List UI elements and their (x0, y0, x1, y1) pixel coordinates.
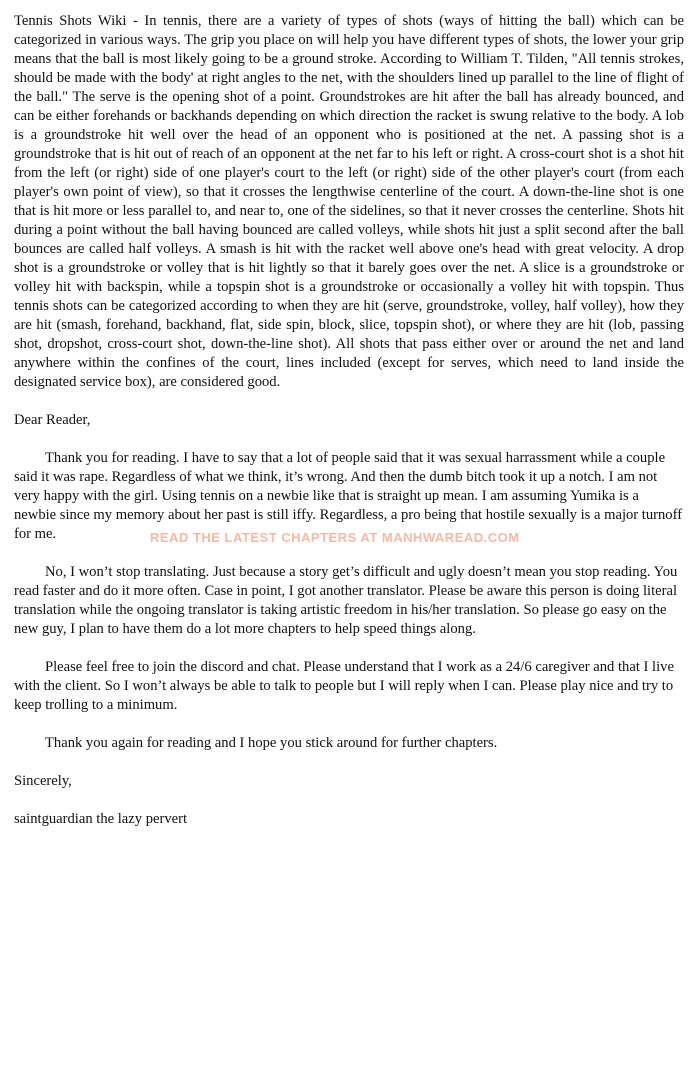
letter-signature: saintguardian the lazy pervert (14, 811, 188, 827)
letter-paragraph: Thank you for reading. I have to say that a lot of people said that it was sexual harrassment while a couple said it was rape. Regardless of what we think, it’s wrong. And then the dumb bitch took it up a notch. I am not very happy with the girl. Using tennis on a newbie like that is straight up mean. I am assuming Yumika is a newbie since my memory about her past is still iffy. Regardless, a pro being that hostile sexually is a major turnoff for me. (14, 450, 683, 542)
letter-paragraph: No, I won’t stop translating. Just because a story get’s difficult and ugly doesn’t mean you stop reading. You read faster and do it more often. Case in point, I got another translator. Please be aware this person is doing literal translation while the ongoing translator is taking artistic freedom in his/her translation. So please go easy on the new guy, I plan to have them do a lot more chapters to help speed things along. (14, 564, 678, 637)
letter-greeting: Dear Reader, (14, 412, 91, 428)
letter-paragraph: Thank you again for reading and I hope you stick around for further chapters. (45, 735, 498, 751)
wiki-paragraph: Tennis Shots Wiki - In tennis, there are a variety of types of shots (ways of hitting the ball) which can be categorized in various ways. The grip you place on will help you have different types of shots, the lower your grip means that the ball is most likely going to be a ground stroke. According to William T. Tilden, "All tennis strokes, should be made with the body' at right angles to the net, with the shoulders lined up parallel to the line of flight of the ball." The serve is the opening shot of a point. Groundstrokes are hit after the ball has already bounced, and can be either forehands or backhands depending on which direction the racket is swung relative to the body. A lob is a groundstroke hit well over the head of an opponent who is positioned at the net. A passing shot is a groundstroke that is hit out of reach of an opponent at the net far to his left or right. A cross-court shot is a shot hit from the left (or right) side of one player's court to the left (or right) side of the other player's court (from each player's own point of view), so that it crosses the lengthwise centerline of the court. A down-the-line shot is one that is hit more or less parallel to, and near to, one of the sidelines, so that it never crosses the centerline. Shots hit during a point without the ball having bounced are called volleys, while shots hit just a split second after the ball bounces are called half volleys. A smash is hit with the racket well above one's head with great velocity. A drop shot is a groundstroke or volley that is hit lightly so that it barely goes over the net. A slice is a groundstroke or volley hit with backspin, while a topspin shot is a groundstroke or occasionally a volley hit with topspin. Thus tennis shots can be categorized according to when they are hit (serve, groundstroke, volley, half volley), how they are hit (smash, forehand, backhand, flat, side spin, block, slice, topspin shot), or where they are hit (lob, passing shot, dropshot, cross-court shot, down-the-line shot). All shots that pass either over or around the net and land anywhere within the confines of the court, lines included (except for serves, which need to land inside the designated service box), are considered good. (14, 13, 684, 390)
letter-signoff: Sincerely, (14, 773, 72, 789)
document-page (14, 12, 684, 829)
letter-paragraph: Please feel free to join the discord and chat. Please understand that I work as a 24/6 caregiver and that I live with the client. So I won’t always be able to talk to people but I will reply when I can. Please play nice and try to keep trolling to a minimum. (14, 659, 674, 713)
watermark: READ THE LATEST CHAPTERS AT MANHWAREAD.COM (150, 530, 520, 545)
